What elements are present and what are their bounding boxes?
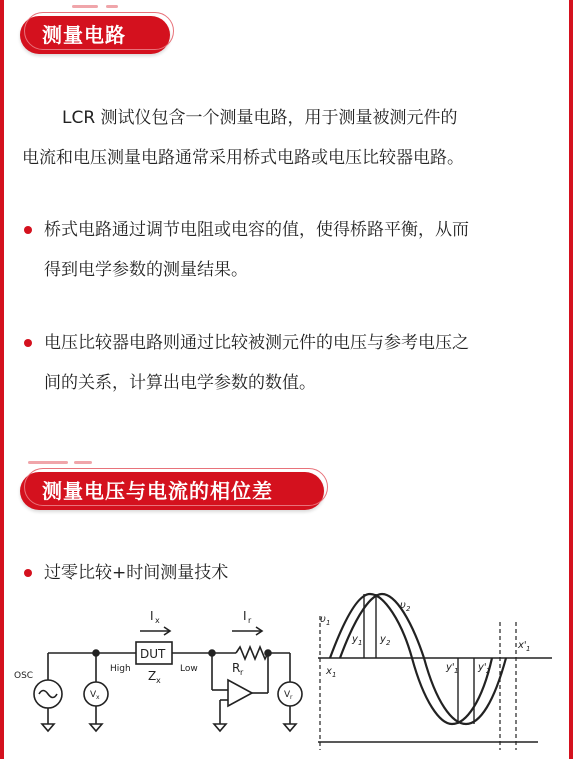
vx-meter-label: V [90,690,97,700]
bullet-bridge-circuit [22,210,554,290]
wave-v1-subscript: 1 [326,619,331,627]
y2-prime-subscript: 2 [486,667,491,675]
osc-label: OSC [14,671,34,681]
section-heading-measurement-circuit [20,12,180,56]
y1-prime-subscript: 1 [454,667,459,675]
x1-prime-subscript: 1 [526,645,531,653]
y2-subscript: 2 [386,639,391,647]
wave-v2-subscript: 2 [406,605,411,613]
heading-decoration [72,5,98,8]
section-title: 测量电压与电流的相位差 [42,479,273,503]
measurement-circuit-diagram [0,598,310,748]
y2-prime-label: y' [478,662,487,673]
bullet-line: 过零比较+时间测量技术 [44,563,229,583]
y1-label: y [352,634,358,645]
current-ir-label: I [243,609,247,623]
phase-waveform-diagram [312,582,560,754]
heading-decoration [74,461,92,464]
section-title: 测量电路 [42,23,126,47]
x1-subscript: 1 [332,671,337,679]
bullet-dot [24,226,32,234]
wave-v2-label: υ [400,600,406,611]
heading-decoration [106,5,118,8]
right-border [569,0,573,759]
current-ix-subscript: x [155,616,160,625]
section-heading-phase-difference [20,468,330,512]
intro-line-1: LCR 测试仪包含一个测量电路，用于测量被测元件的 [62,108,458,128]
high-terminal-label: High [110,664,131,674]
x1-label: x [326,666,332,677]
resistor-rr-subscript: r [240,668,244,677]
vr-meter-label: V [284,690,291,700]
x1-prime-label: x' [518,640,527,651]
vx-meter-subscript: x [96,694,100,701]
resistor-rr-label: R [232,661,241,675]
current-ir-subscript: r [248,616,252,625]
current-ix-label: I [150,609,154,623]
bullet-dot [24,339,32,347]
low-terminal-label: Low [180,664,198,674]
y2-label: y [380,634,386,645]
bullet-voltage-comparator [22,323,554,403]
impedance-zx-subscript: x [156,676,161,685]
heading-decoration [28,461,68,464]
bullet-dot [24,569,32,577]
y1-subscript: 1 [358,639,363,647]
vr-meter-subscript: r [290,694,293,701]
y1-prime-label: y' [446,662,455,673]
bullet-line: 间的关系，计算出电学参数的数值。 [44,373,316,393]
bullet-line: 桥式电路通过调节电阻或电容的值，使得桥路平衡，从而 [44,220,469,240]
bullet-line: 得到电学参数的测量结果。 [44,260,248,280]
intro-line-2: 电流和电压测量电路通常采用桥式电路或电压比较器电路。 [22,148,464,168]
wave-v1-label: υ [320,614,326,625]
bullet-line: 电压比较器电路则通过比较被测元件的电压与参考电压之 [44,333,469,353]
impedance-zx-label: Z [148,669,157,683]
dut-label: DUT [140,647,166,661]
